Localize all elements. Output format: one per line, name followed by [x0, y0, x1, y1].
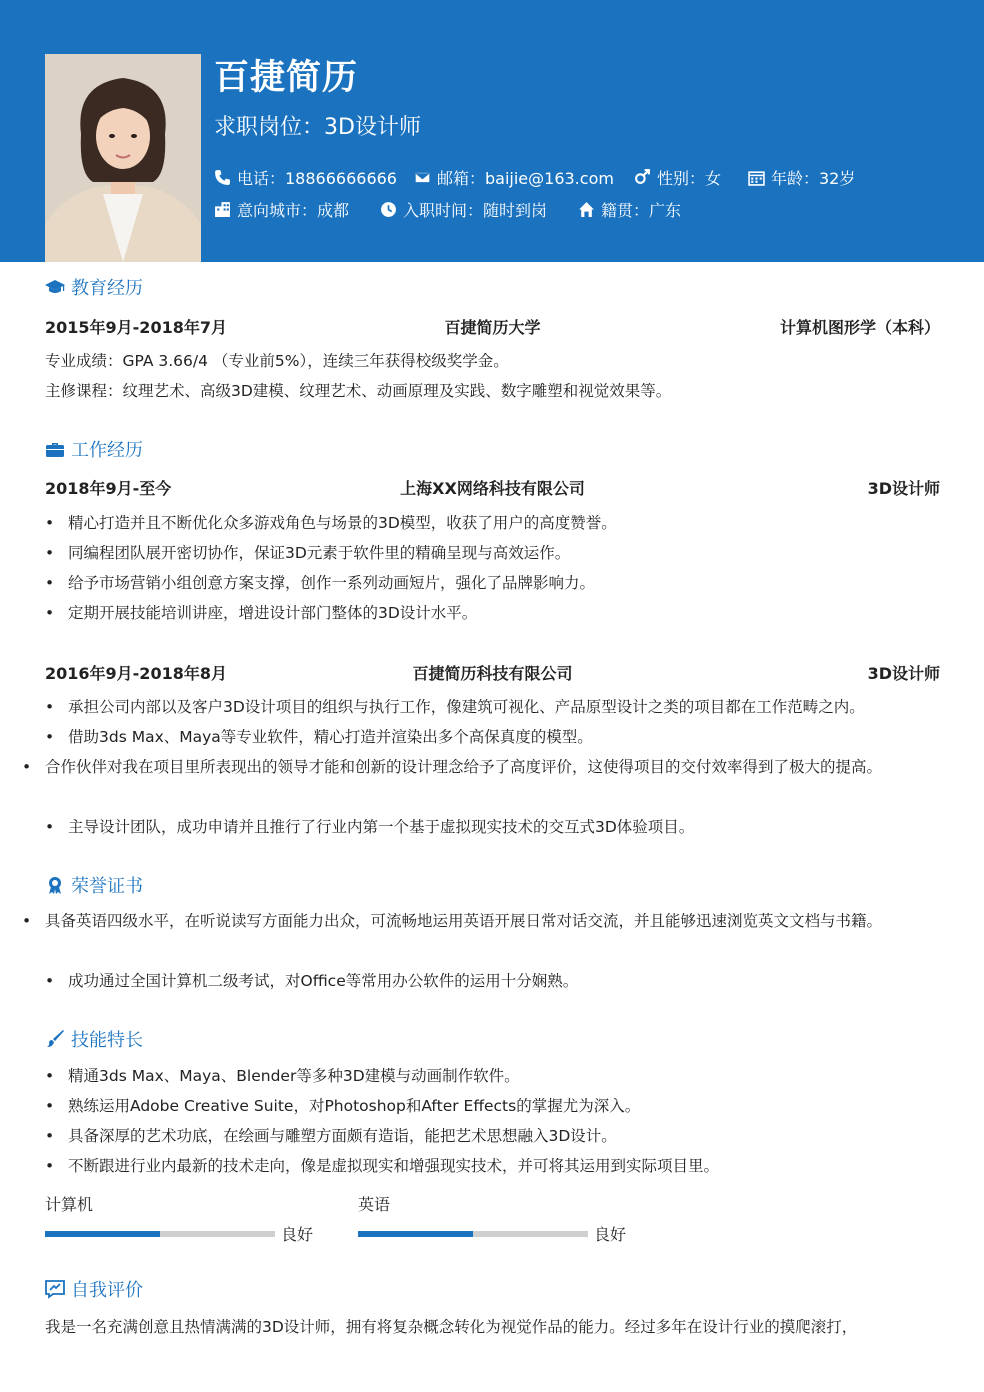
job-row — [45, 476, 940, 498]
phone-item — [214, 166, 397, 189]
work-section-title: 工作经历 — [45, 436, 143, 462]
edu-period: 2015年9月-2018年7月 — [45, 318, 227, 337]
briefcase-icon — [45, 439, 65, 459]
email-text: 邮箱：baijie@163.com — [437, 169, 614, 188]
gender-text: 性别：女 — [657, 169, 722, 188]
age-item — [748, 166, 855, 189]
edu-line: 主修课程：纹理艺术、高级3D建模、纹理艺术、动画原理及实践、数字雕塑和视觉效果等。 — [45, 382, 672, 400]
list-item: • 给予市场营销小组创意方案支撑，创作一系列动画短片，强化了品牌影响力。 — [45, 568, 930, 598]
phone-icon — [214, 169, 231, 186]
job-row — [45, 661, 940, 683]
skill-label: 计算机 — [45, 1195, 94, 1214]
list-item: • 合作伙伴对我在项目里所表现出的领导才能和创新的设计理念给予了高度评价，这使得项目的交付效率得到了极大的提高。 — [22, 752, 930, 782]
portrait-illustration — [45, 54, 201, 262]
list-item: • 精通3ds Max、Maya、Blender等多种3D建模与动画制作软件。 — [45, 1061, 930, 1091]
presentation-icon — [45, 1279, 65, 1299]
company: 上海XX网络科技有限公司 — [400, 479, 585, 498]
gender-item — [634, 166, 721, 189]
job-role: 3D设计师 — [867, 664, 940, 683]
list-item: • 具备深厚的艺术功底，在绘画与雕塑方面颇有造诣，能把艺术思想融入3D设计。 — [45, 1121, 930, 1151]
candidate-name: 百捷简历 — [214, 58, 359, 98]
envelope-icon — [414, 169, 431, 186]
phone-text: 电话：18866666666 — [237, 169, 397, 188]
job-period: 2018年9月-至今 — [45, 479, 172, 498]
self-section-title: 自我评价 — [45, 1276, 143, 1302]
education-row — [45, 315, 940, 337]
list-item: • 具备英语四级水平，在听说读写方面能力出众，可流畅地运用英语开展日常对话交流，并且能够迅速浏览英文文档与书籍。 — [22, 906, 930, 936]
calendar-icon — [748, 169, 765, 186]
email-item — [414, 166, 614, 189]
list-item: • 同编程团队展开密切协作，保证3D元素于软件里的精确呈现与高效运作。 — [45, 538, 930, 568]
skill-bar — [358, 1231, 588, 1237]
job-period: 2016年9月-2018年8月 — [45, 664, 227, 683]
origin-item — [578, 198, 681, 221]
skills-section-title: 技能特长 — [45, 1026, 143, 1052]
gender-icon — [634, 169, 651, 186]
honors-section-title: 荣誉证书 — [45, 872, 143, 898]
building-icon — [214, 201, 231, 218]
skill-level: 良好 — [594, 1225, 627, 1244]
job-role: 3D设计师 — [867, 479, 940, 498]
list-item: • 承担公司内部以及客户3D设计项目的组织与执行工作，像建筑可视化、产品原型设计之类的项目都在工作范畴之内。 — [45, 692, 930, 722]
city-item — [214, 198, 349, 221]
job-title: 求职岗位：3D设计师 — [214, 115, 421, 140]
skill-bar — [45, 1231, 275, 1237]
major: 计算机图形学（本科） — [779, 318, 940, 337]
skill-level: 良好 — [281, 1225, 314, 1244]
header-banner — [0, 0, 984, 262]
start-item — [380, 198, 547, 221]
paintbrush-icon — [45, 1029, 65, 1049]
home-icon — [578, 201, 595, 218]
origin-text: 籍贯：广东 — [601, 201, 682, 220]
list-item: • 不断跟进行业内最新的技术走向，像是虚拟现实和增强现实技术，并可将其运用到实际项目里。 — [45, 1151, 930, 1181]
school: 百捷简历大学 — [444, 318, 541, 337]
list-item: • 成功通过全国计算机二级考试，对Office等常用办公软件的运用十分娴熟。 — [45, 966, 930, 996]
skill-bar-fill — [358, 1231, 473, 1237]
self-evaluation-text: 我是一名充满创意且热情满满的3D设计师，拥有将复杂概念转化为视觉作品的能力。经过多年在设计行业的摸爬滚打， — [45, 1318, 858, 1336]
list-item: • 借助3ds Max、Maya等专业软件，精心打造并渲染出多个高保真度的模型。 — [45, 722, 930, 752]
list-item: • 熟练运用Adobe Creative Suite，对Photoshop和After Effects的掌握尤为深入。 — [45, 1091, 930, 1121]
graduation-cap-icon — [45, 277, 65, 297]
edu-line: 专业成绩：GPA 3.66/4 （专业前5%），连续三年获得校级奖学金。 — [45, 352, 509, 370]
start-text: 入职时间：随时到岗 — [403, 201, 548, 220]
profile-photo — [45, 54, 201, 262]
skill-bar-fill — [45, 1231, 160, 1237]
award-icon — [45, 875, 65, 895]
city-text: 意向城市：成都 — [237, 201, 350, 220]
skill-label: 英语 — [358, 1195, 391, 1214]
list-item: • 主导设计团队，成功申请并且推行了行业内第一个基于虚拟现实技术的交互式3D体验项目。 — [45, 812, 930, 842]
education-section-title: 教育经历 — [45, 274, 143, 300]
list-item: • 定期开展技能培训讲座，增进设计部门整体的3D设计水平。 — [45, 598, 930, 628]
company: 百捷简历科技有限公司 — [412, 664, 573, 683]
list-item: • 精心打造并且不断优化众多游戏角色与场景的3D模型，收获了用户的高度赞誉。 — [45, 508, 930, 538]
clock-icon — [380, 201, 397, 218]
age-text: 年龄：32岁 — [771, 169, 856, 188]
